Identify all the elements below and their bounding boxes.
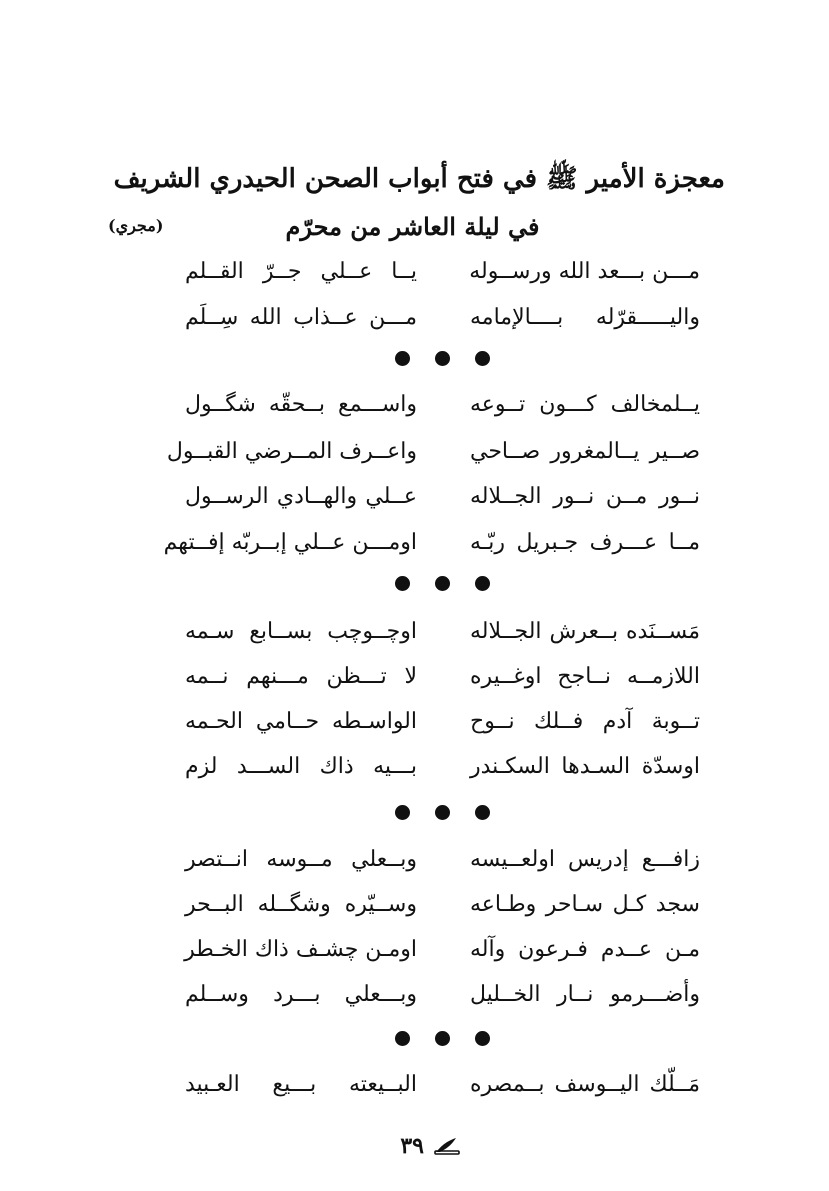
separator-dot [475,351,490,366]
verse-line [185,1065,700,1105]
stanza-separator [380,576,500,596]
separator-dot [435,805,450,820]
quill-icon [434,1136,460,1156]
verse-second-hemistich: البــيعته بـــيع العـبيد [185,1072,417,1097]
page-number: ٣٩ [400,1133,424,1159]
verse-line [185,298,700,338]
verse-second-hemistich: اومـن چشـف ذاك الخـطر [184,937,417,962]
verse-second-hemistich: وســيّره وشگــله البــحر [185,892,417,917]
verse-second-hemistich: وبــعلي مــوسه انــتصر [185,847,417,872]
separator-dot [395,805,410,820]
separator-dot [435,576,450,591]
verse-line [166,432,700,472]
separator-dot [475,1031,490,1046]
verse-first-hemistich: مَســنَده بــعرش الجــلاله [470,619,700,644]
verse-line [185,885,700,925]
verse-first-hemistich: يــلمخالف كـــون تــوعه [470,392,700,417]
stanza-separator [380,1031,500,1051]
page-footer [380,1132,480,1162]
verse-first-hemistich: تــوبة آدم فــلك نــوح [470,709,700,734]
verse-second-hemistich: مـــن عــذاب الله سِــلَم [185,305,417,330]
verse-first-hemistich: واليـــــقرّله بــــالإمامه [470,305,700,330]
verse-line [185,252,700,292]
verse-second-hemistich: وبـــعلي بـــرد وســلم [185,982,417,1007]
verse-first-hemistich: مـن عــدم فـرعون وآله [470,937,700,962]
verse-line [185,840,700,880]
verse-first-hemistich: زافـــع إدريس اولعــيسه [470,847,700,872]
verse-second-hemistich: لا تـــظن مـــنهم نــمه [185,664,417,689]
verse-line [163,523,700,563]
separator-dot [395,1031,410,1046]
verse-second-hemistich: واعــرف المــرضي القبــول [166,439,417,464]
subtitle-row [100,212,725,248]
verse-second-hemistich: يــا عــلي جــرّ القــلم [185,259,417,284]
verse-first-hemistich: سجد كـل سـاحر وطـاعه [470,892,700,917]
verse-line [185,477,700,517]
verse-first-hemistich: اوسدّة السـدها السكـندر [470,754,700,779]
verse-line [185,747,700,787]
verse-first-hemistich: نــور مــن نــور الجــلاله [470,484,700,509]
separator-dot [395,351,410,366]
stanza-separator [380,805,500,825]
verse-first-hemistich: اللازمــه نــاجح اوغــيره [470,664,700,689]
meter-label: (مجري) [108,216,164,235]
poem-subtitle: في ليلة العاشر من محرّم [285,212,540,241]
verse-first-hemistich: صــير يــالمغرور صــاحي [470,439,700,464]
separator-dot [435,351,450,366]
verse-first-hemistich: مَــلّك اليــوسف بــمصره [470,1072,700,1097]
separator-dot [395,576,410,591]
verse-second-hemistich: عــلي والهــادي الرســول [185,484,417,509]
verse-line [185,930,700,970]
verse-line [185,612,700,652]
poem-title: معجزة الأمير ﷺ في فتح أبواب الصحن الحيدري الشريف [113,164,725,194]
verse-line [185,702,700,742]
separator-dot [475,576,490,591]
verse-line [185,657,700,697]
verse-first-hemistich: مــا عـــرف جـبريل ربّـه [470,530,700,555]
verse-second-hemistich: واســـمع بــحقّه شگــول [185,392,417,417]
verse-first-hemistich: مـــن بـــعد الله ورســوله [469,259,700,284]
verse-second-hemistich: اوچــوچب بســابع سـمه [185,619,417,644]
verse-second-hemistich: الواسـطه حــامي الحـمه [185,709,417,734]
separator-dot [475,805,490,820]
verse-second-hemistich: بـــيه ذاك الســـد لزم [185,754,417,779]
verse-line [185,975,700,1015]
verse-line [185,385,700,425]
verse-first-hemistich: وأضـــرمو نــار الخــليل [470,982,700,1007]
stanza-separator [380,351,500,371]
verse-second-hemistich: اومـــن عــلي إبــربّه إفــتهم [163,530,417,555]
separator-dot [435,1031,450,1046]
